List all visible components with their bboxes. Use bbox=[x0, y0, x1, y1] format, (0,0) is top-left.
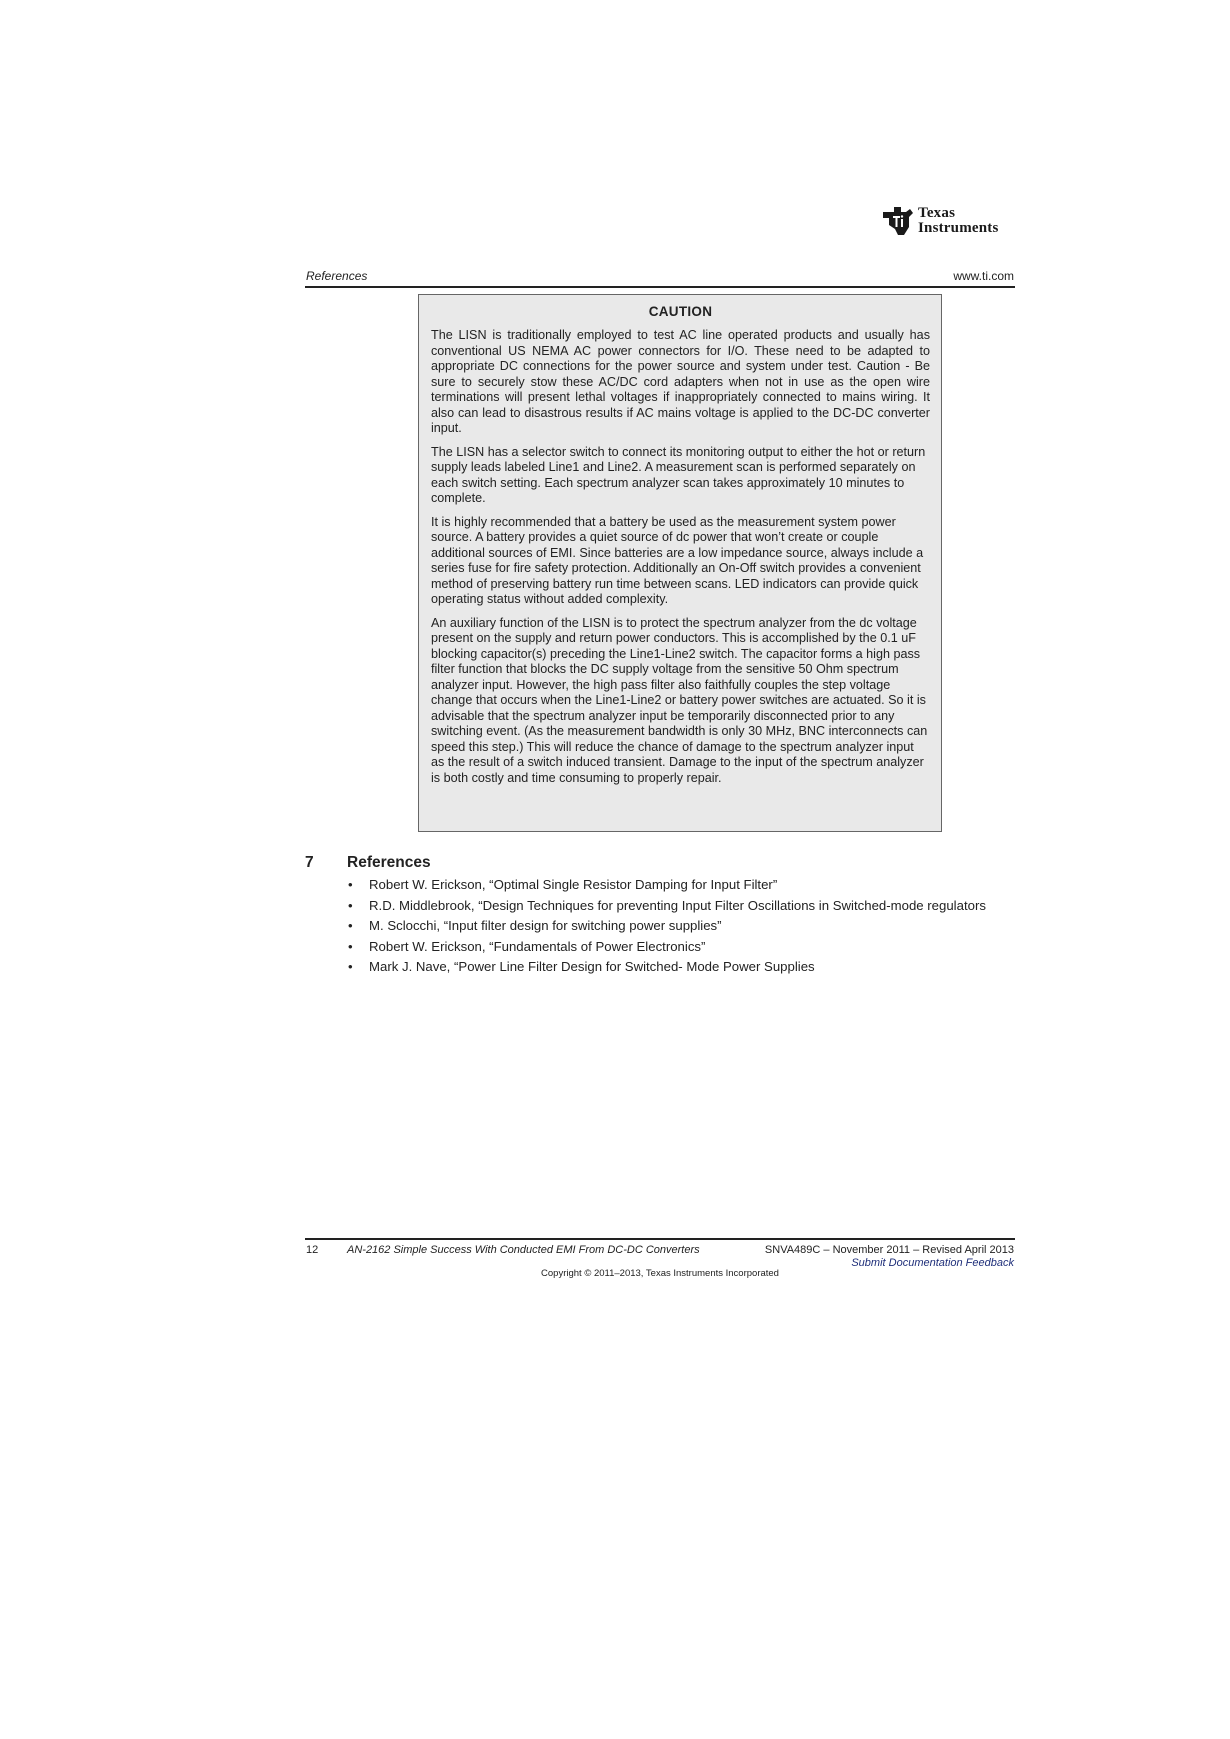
section-title: References bbox=[347, 854, 431, 871]
caution-title: CAUTION bbox=[648, 304, 713, 319]
reference-item: • R.D. Middlebrook, “Design Techniques for preventing Input Filter Oscillations in Switched-mode regulators bbox=[348, 898, 988, 914]
logo-text-line1: Texas bbox=[918, 205, 956, 221]
ti-logo-icon bbox=[880, 203, 916, 239]
reference-item: • M. Sclocchi, “Input filter design for switching power supplies” bbox=[348, 918, 988, 934]
feedback-link[interactable]: Submit Documentation Feedback bbox=[851, 1257, 1014, 1269]
caution-paragraph: The LISN has a selector switch to connect its monitoring output to either the hot or return supply leads labeled Line1 and Line2. A measurement scan is performed separately on each switch setting. Each spectrum analyzer scan takes approximately 10 minutes to complete. bbox=[431, 444, 926, 505]
footer-document-title: AN-2162 Simple Success With Conducted EMI From DC-DC Converters bbox=[347, 1244, 700, 1256]
running-header-section: References bbox=[306, 269, 368, 283]
reference-item: • Mark J. Nave, “Power Line Filter Design for Switched- Mode Power Supplies bbox=[348, 959, 988, 975]
copyright: Copyright © 2011–2013, Texas Instruments Incorporated bbox=[541, 1268, 779, 1279]
logo-wordmark bbox=[918, 206, 999, 236]
logo-text-line2: Instruments bbox=[918, 220, 999, 236]
section-number: 7 bbox=[305, 854, 314, 871]
header-divider bbox=[305, 286, 1015, 288]
caution-paragraph: The LISN is traditionally employed to test AC line operated products and usually has conventional US NEMA AC power connectors for I/O. These need to be adapted to appropriate DC connections for the power source and system under test. Caution - Be sure to securely stow these AC/DC cord adapters when not in use as the open wire terminations will present lethal voltages if inappropriately connected to mains wiring. It also can lead to disastrous results if AC mains voltage is applied to the DC-DC converter input. bbox=[431, 328, 930, 435]
caution-box bbox=[418, 294, 942, 832]
running-header-website: www.ti.com bbox=[953, 269, 1014, 283]
reference-item: • Robert W. Erickson, “Fundamentals of Power Electronics” bbox=[348, 939, 988, 955]
page-number: 12 bbox=[306, 1244, 319, 1256]
caution-paragraph: An auxiliary function of the LISN is to protect the spectrum analyzer from the dc voltage present on the supply and return power conductors. This is accomplished by the 0.1 uF blocking capacitor(s) preceding the Line1-Line2 switch. The capacitor forms a high pass filter function that blocks the DC supply voltage from the sensitive 50 Ohm spectrum analyzer input. However, the high pass filter also faithfully couples the step voltage change that occurs when the Line1-Line2 or battery power switches are actuated. So it is advisable that the spectrum analyzer input be temporarily disconnected prior to any switching event. (As the measurement bandwidth is only 30 MHz, BNC interconnects can speed this step.) This will reduce the chance of damage to the spectrum analyzer input as the result of a switch induced transient. Damage to the input of the spectrum analyzer is both costly and time consuming to properly repair. bbox=[431, 615, 928, 785]
caution-paragraph: It is highly recommended that a battery be used as the measurement system power source. A battery provides a quiet source of dc power that won’t create or couple additional sources of EMI. Since batteries are a low impedance source, always include a series fuse for fire safety protection. Additionally an On-Off switch provides a convenient method of preserving battery run time between scans. LED indicators can provide quick operating status without added complexity. bbox=[431, 514, 924, 606]
reference-item: • Robert W. Erickson, “Optimal Single Resistor Damping for Input Filter” bbox=[348, 877, 988, 893]
ti-logo bbox=[880, 203, 1020, 243]
footer-literature-number: SNVA489C – November 2011 – Revised April 2013 bbox=[764, 1244, 1014, 1256]
footer-divider bbox=[305, 1238, 1015, 1240]
reference-list bbox=[348, 877, 988, 980]
